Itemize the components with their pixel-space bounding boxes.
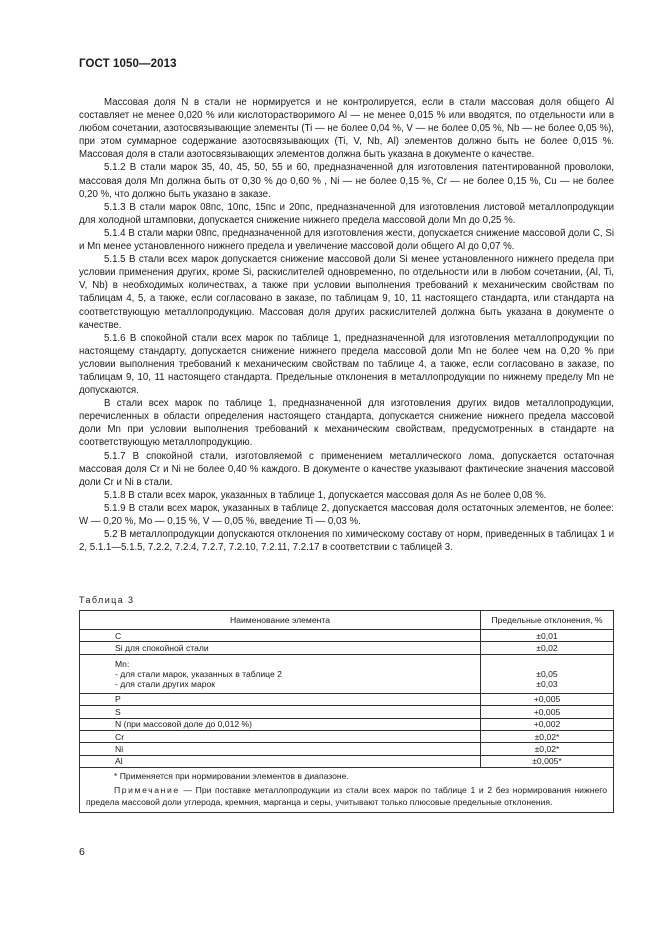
deviation-cell: ±0,02* xyxy=(481,730,614,742)
table-row xyxy=(80,642,614,654)
element-name-cell: Ni xyxy=(80,743,481,755)
paragraph-5-2: 5.2 В металлопродукции допускаются отклонения по химическому составу от норм, приведенных в таблицах 1 и 2, 5.1.1—5.1.5, 7.2.2, 7.2.4, 7.2.7, 7.2.10, 7.2.11, 7.2.17 в соответствии с таблицей 3. xyxy=(79,529,614,554)
table-note xyxy=(86,785,607,807)
paragraph-5-1-4: 5.1.4 В стали марки 08пс, предназначенной для изготовления жести, допускается снижение массовой доли C, Si и Mn менее установленного нижнего предела и увеличение массовой доли общего Al до 0,07 %. xyxy=(79,227,614,253)
deviation-table xyxy=(79,610,614,813)
paragraph-5-1-6: 5.1.6 В спокойной стали всех марок по таблице 1, предназначенной для изготовления металлопродукции по настоящему стандарту, допускается снижение нижнего предела массовой доли Mn не более чем на 0,20 % при условии выполнения требований к механическим свойствам по таблице 4, а также, если согласовано в заказе, по таблицам 9, 10, 11 настоящего стандарта. Предельные отклонения в металлопродукции по нижнему пределу Mn не допускаются. xyxy=(79,332,614,397)
paragraph-5-1-9: 5.1.9 В стали всех марок, указанных в таблице 2, допускается массовая доля остаточных элементов, не более: W — 0,20 %, Mo — 0,15 %, V — 0,05 %, введение Ti — 0,03 %. xyxy=(79,502,614,527)
deviation-cell: +0,005 xyxy=(481,693,614,705)
table-row-mn xyxy=(80,654,614,693)
table-header-row xyxy=(80,611,614,630)
paragraph-5-1-3: 5.1.3 В стали марок 08пс, 10пс, 15пс и 20пс, предназначенной для изготовления листовой металлопродукции для холодной штамповки, допускается снижение нижнего предела массовой доли Mn до 0,25 %. xyxy=(79,201,614,226)
page-number: 6 xyxy=(79,846,85,858)
element-name-cell: Si для спокойной стали xyxy=(80,642,481,654)
table-footnote: * Применяется при нормировании элементов в диапазоне. xyxy=(114,771,349,782)
element-name-cell xyxy=(80,654,481,693)
table-row xyxy=(80,718,614,730)
table-row xyxy=(80,706,614,718)
element-name-cell: Cr xyxy=(80,730,481,742)
note-label: Примечание xyxy=(114,785,180,796)
table-notes-cell xyxy=(80,768,614,813)
mn-value-2: ±0,03 xyxy=(536,679,558,690)
table-notes-row xyxy=(80,768,614,813)
body-text xyxy=(79,96,614,554)
deviation-cell: ±0,005* xyxy=(481,755,614,767)
table-row xyxy=(80,730,614,742)
paragraph-5-1-8: 5.1.8 В стали всех марок, указанных в таблице 1, допускается массовая доля As не более 0,08 %. xyxy=(104,489,547,501)
deviation-cell xyxy=(481,654,614,693)
mn-value-1: ±0,05 xyxy=(536,669,558,680)
table-row xyxy=(80,693,614,705)
mn-label: Mn: xyxy=(115,658,130,669)
deviation-cell: ±0,02* xyxy=(481,743,614,755)
element-name-cell: N (при массовой доле до 0,012 %) xyxy=(80,718,481,730)
deviation-cell: ±0,01 xyxy=(481,630,614,642)
paragraph-nitrogen: Массовая доля N в стали не нормируется и не контролируется, если в стали массовая доля общего Al составляет не менее 0,020 % или кислоторастворимого Al — не менее 0,015 % или вводятся, по отдельности или в любом сочетании, азотосвязывающие элементы (Ti — не более 0,04 %, V — не более 0,05 %, Nb — не более 0,05 %), при этом суммарное содержание азотосвязывающих (Ti, V, Nb, Al) элементов должно быть не более 0,015 %. Массовая доля в стали азотосвязывающих элементов должна быть указана в документе о качестве. xyxy=(79,97,614,161)
mn-sub-label-1: - для стали марок, указанных в таблице 2 xyxy=(115,668,282,679)
paragraph-5-1-2: 5.1.2 В стали марок 35, 40, 45, 50, 55 и 60, предназначенной для изготовления патентированной проволоки, массовая доля Mn должна быть от 0,30 % до 0,60 % , Ni — не более 0,15 %, Cr — не более 0,15 %, Cu — не более 0,20 %, что должно быть указано в заказе. xyxy=(79,162,614,200)
table-row xyxy=(80,743,614,755)
table-caption: Таблица 3 xyxy=(79,595,135,605)
deviation-cell: +0,005 xyxy=(481,706,614,718)
table-row xyxy=(80,630,614,642)
deviation-cell: +0,002 xyxy=(481,718,614,730)
deviation-cell: ±0,02 xyxy=(481,642,614,654)
paragraph-5-1-6-cont: В стали всех марок по таблице 1, предназначенной для изготовления других видов металлопродукции, перечисленных в области определения настоящего стандарта, допускается снижение нижнего предела массовой доли Mn при условии выполнения требований к механическим свойствам, предусмотренных в стандарте на соответствующую металлопродукцию. xyxy=(79,398,614,449)
element-name-cell: Al xyxy=(80,755,481,767)
paragraph-5-1-5: 5.1.5 В стали всех марок допускается снижение массовой доли Si менее установленного нижнего предела при условии применения других, кроме Si, раскислителей одновременно, по отдельности или в любом сочетании, (Al, Ti, V, Nb) в необходимых количествах, а также при условии выполнения требований к механическим свойствам по таблицам 4, 5, а также, если согласовано в заказе, по таблицам 9, 10, 11 настоящего стандарта, или стандарта на соответствующую металлопродукцию. Массовая доля других раскислителей должна быть указана в документе о качестве. xyxy=(79,254,614,331)
document-header: ГОСТ 1050—2013 xyxy=(79,58,177,70)
mn-sub-label-2: - для стали других марок xyxy=(115,678,216,689)
header-element-name: Наименование элемента xyxy=(80,611,481,630)
table-row xyxy=(80,755,614,767)
header-deviation: Предельные отклонения, % xyxy=(481,611,614,630)
element-name-cell: S xyxy=(80,706,481,718)
element-name-cell: C xyxy=(80,630,481,642)
element-name-cell: P xyxy=(80,693,481,705)
paragraph-5-1-7: 5.1.7 В спокойной стали, изготовляемой с применением металлического лома, допускается остаточная массовая доля Cr и Ni не более 0,40 % каждого. В документе о качестве указывают фактические значения массовой доли Cr и Ni в стали. xyxy=(79,450,614,488)
note-text: — При поставке металлопродукции из стали всех марок по таблице 1 и 2 без нормирования нижнего предела массовой доли углерода, кремния, марганца и серы, учитывают только плюсовые предельные отклонения. xyxy=(86,785,607,807)
